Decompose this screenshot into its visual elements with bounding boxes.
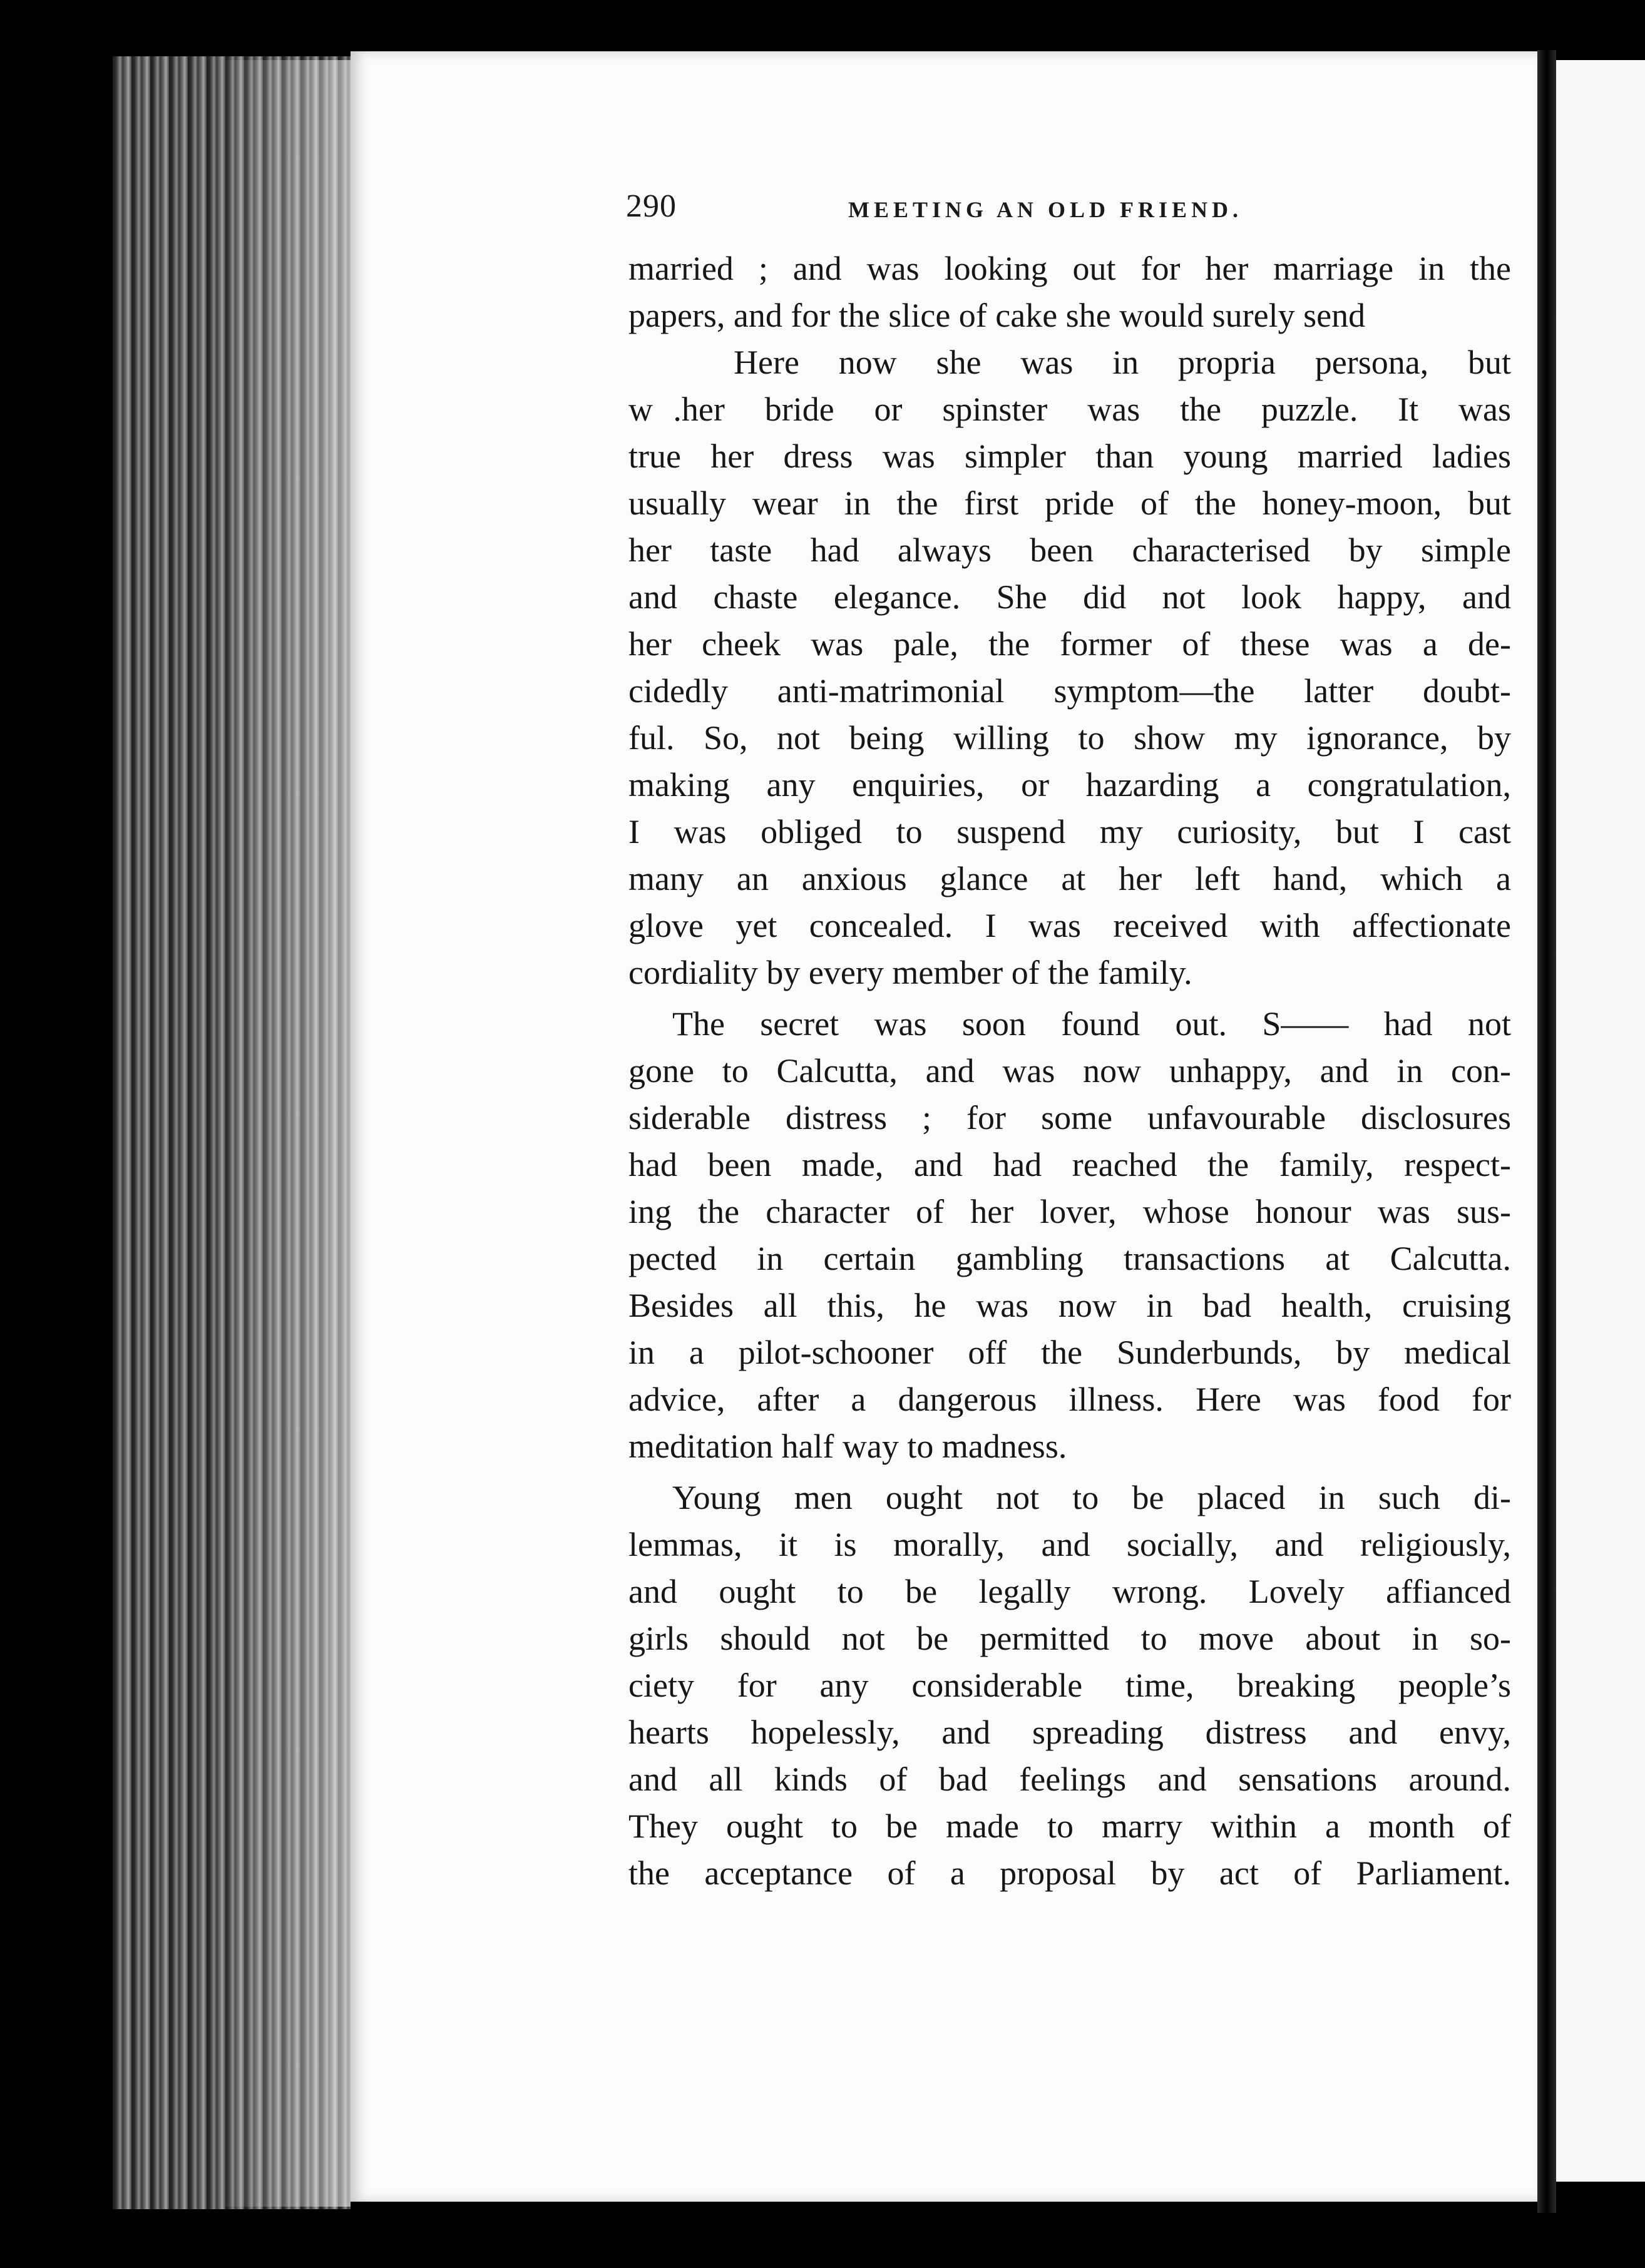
text-line: Here now she was in propria persona, but: [734, 344, 1511, 381]
text-line: meditation half way to madness.: [628, 1428, 1067, 1465]
book-gutter: [1537, 50, 1556, 2213]
text-line: usually wear in the first pride of the honey-moon, but: [628, 484, 1511, 522]
text-line: Young men ought not to be placed in such di-: [672, 1479, 1511, 1516]
text-line: and chaste elegance. She did not look happy, and: [628, 578, 1511, 616]
text-line: and all kinds of bad feelings and sensations around.: [628, 1760, 1511, 1798]
page-edges-highlight: [225, 60, 351, 2207]
text-line: the acceptance of a proposal by act of Parliament.: [628, 1854, 1511, 1892]
text-line: They ought to be made to marry within a month of: [628, 1807, 1511, 1845]
text-line: ing the character of her lover, whose honour was sus-: [628, 1193, 1511, 1230]
text-line: gone to Calcutta, and was now unhappy, and in con-: [628, 1052, 1511, 1090]
running-head: [626, 188, 1299, 232]
text-line: married ; and was looking out for her marriage in the: [628, 250, 1511, 287]
text-line: advice, after a dangerous illness. Here was food for: [628, 1381, 1511, 1418]
text-line: lemmas, it is morally, and socially, and religiously,: [628, 1526, 1511, 1563]
text-line: The secret was soon found out. S—— had not: [672, 1005, 1511, 1043]
text-line: girls should not be permitted to move about in so-: [628, 1620, 1511, 1657]
text-line: her cheek was pale, the former of these was a de-: [628, 625, 1511, 663]
text-line: and ought to be legally wrong. Lovely affianced: [628, 1573, 1511, 1610]
text-line: ful. So, not being willing to show my ignorance, by: [628, 719, 1511, 757]
text-line: cidedly anti-matrimonial symptom—the latter doubt-: [628, 672, 1511, 710]
running-head-title: MEETING AN OLD FRIEND.: [848, 197, 1243, 222]
text-line: pected in certain gambling transactions at Calcutta.: [628, 1240, 1511, 1277]
text-line: many an anxious glance at her left hand, which a: [628, 860, 1511, 897]
text-line: in a pilot-schooner off the Sunderbunds, by medical: [628, 1334, 1511, 1371]
text-line: I was obliged to suspend my curiosity, but I cast: [628, 813, 1511, 850]
text-line: Besides all this, he was now in bad health, cruising: [628, 1287, 1511, 1324]
text-line: had been made, and had reached the family, respect-: [628, 1146, 1511, 1183]
text-line: cordiality by every member of the family.: [628, 954, 1192, 991]
text-line: papers, and for the slice of cake she would surely send: [628, 297, 1366, 334]
text-line: hearts hopelessly, and spreading distress and envy,: [628, 1714, 1511, 1751]
text-line: glove yet concealed. I was received with affectionate: [628, 907, 1511, 944]
right-page: [1556, 60, 1645, 2182]
text-line: her taste had always been characterised by simple: [628, 531, 1511, 569]
text-line: making any enquiries, or hazarding a congratulation,: [628, 766, 1511, 804]
page-number: 290: [626, 188, 677, 224]
text-line: siderable distress ; for some unfavourable disclosures: [628, 1099, 1511, 1137]
text-line: true her dress was simpler than young married ladies: [628, 437, 1511, 475]
text-line: w .her bride or spinster was the puzzle. It was: [628, 391, 1511, 428]
text-line: ciety for any considerable time, breaking people’s: [628, 1667, 1511, 1704]
